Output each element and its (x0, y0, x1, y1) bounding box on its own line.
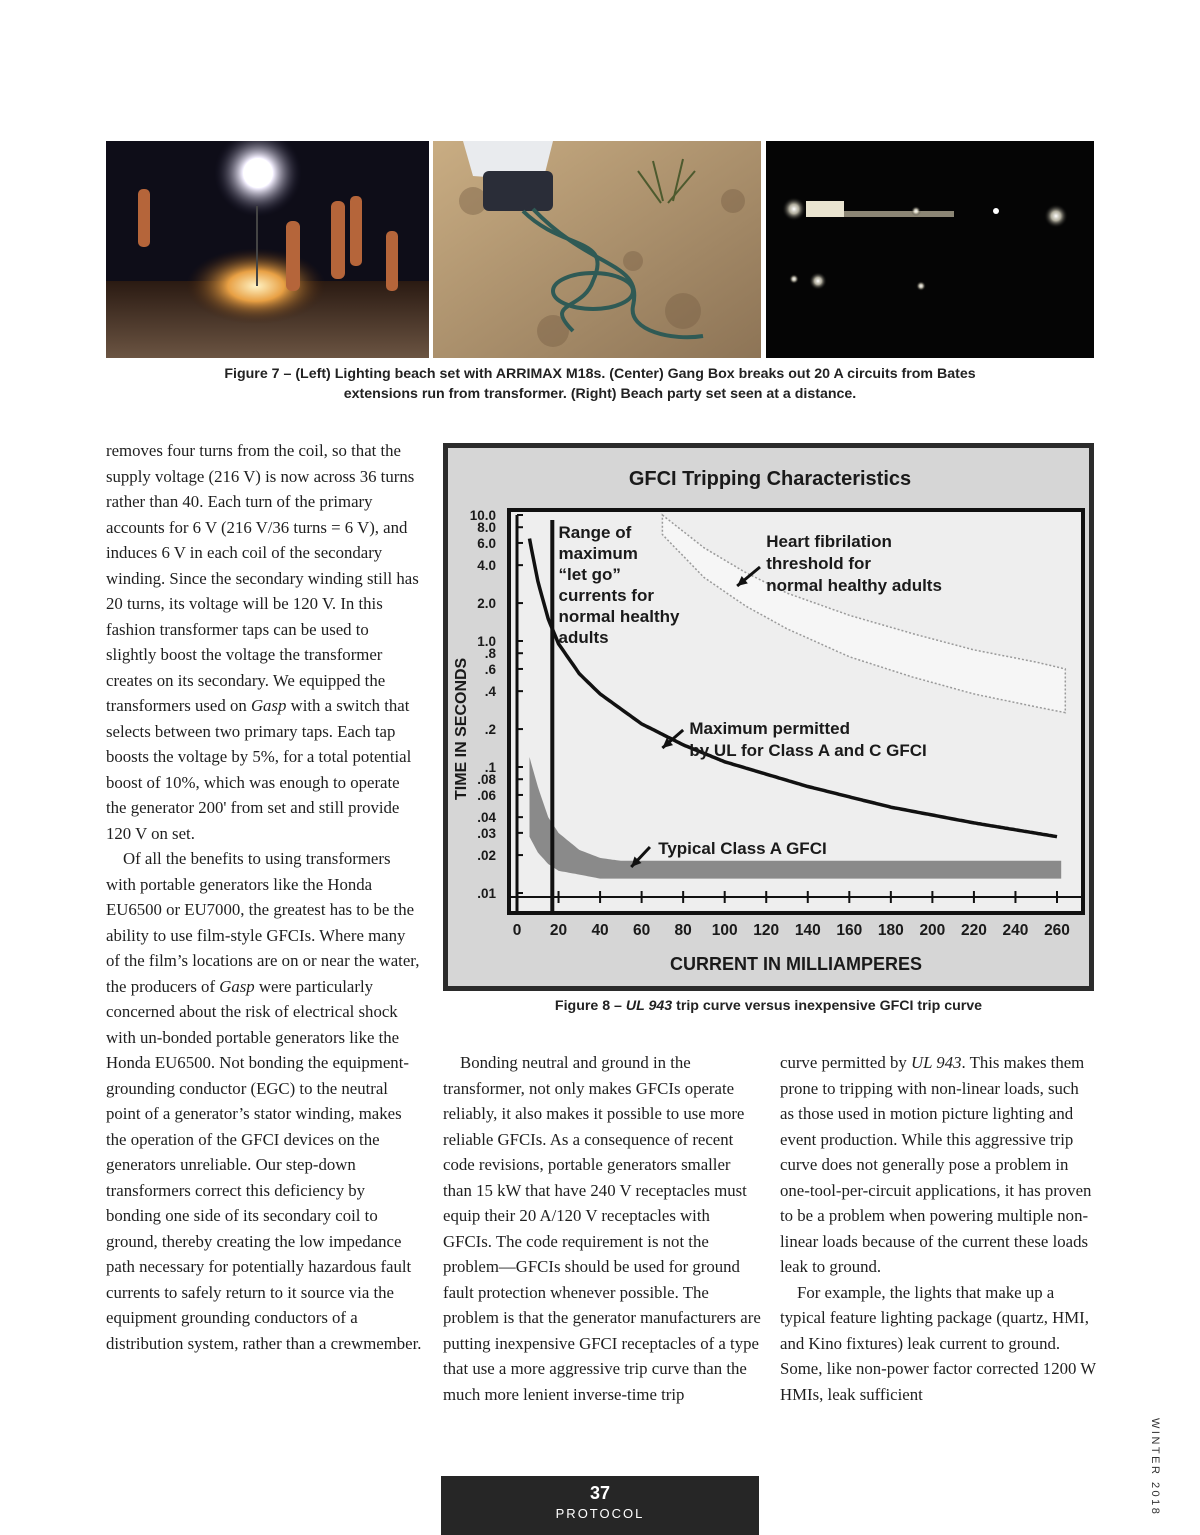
body-paragraph: Bonding neutral and ground in the transformer, not only makes GFCIs operate reliably, it also makes it possible to use more reliable GFCIs. As a consequence of recent code revisions, portable generators smaller than 15 kW that have 240 V receptacles must equip their 20 A/120 V receptacles with GFCIs. The code requirement is not the problem—GFCIs should be used for ground fault protection whenever possible. The problem is that the generator manufacturers are putting inexpensive GFCI receptacles of a type that use a more aggressive trip curve than the much more lenient inverse-time trip (443, 1053, 761, 1404)
let-go-annotation-line: maximum (558, 544, 638, 563)
x-tick-label: 40 (591, 922, 609, 939)
body-text: with a switch that selects between two primary taps. Each tap boosts the voltage by 5%, for a total potential boost of 10%, which was enough to operate the generator 200' from set and still provide 120 V on set. (106, 696, 412, 843)
y-tick-label: 10.0 (469, 508, 496, 523)
y-tick-label: .2 (484, 722, 496, 738)
body-text: Of all the benefits to using transformers with portable generators like the Honda EU6500 or EU7000, the greatest has to be the ability to use film-style GFCIs. Where many of the film’s locations are on or near the water, the producers of (106, 849, 420, 996)
body-text: removes four turns from the coil, so that the supply voltage (216 V) is now across 36 turns rather than 40. Each turn of the primary accounts for 6 V (216 V/36 turns = 6 V), and induces 6 V in each coil of the secondary winding. Since the secondary winding still has 20 turns, its voltage will be 120 V. In this fashion transformer taps can be used to slightly boost the voltage the transformer creates on its secondary. We equipped the transformers used on (106, 441, 419, 715)
x-tick-label: 0 (512, 922, 522, 939)
y-tick-label: .1 (484, 760, 496, 775)
y-tick-label: 1.0 (477, 634, 496, 649)
x-tick-label: 220 (960, 922, 987, 939)
let-go-annotation-line: normal healthy (558, 607, 680, 626)
body-column-right (780, 1050, 1096, 1407)
body-paragraph (106, 438, 422, 846)
x-tick-label: 200 (919, 922, 946, 939)
x-tick-label: 240 (1002, 922, 1029, 939)
heart-fibrilation-annotation-line: Heart fibrilation (766, 532, 892, 551)
y-tick-label: 8.0 (477, 520, 496, 536)
max-permitted-annotation-line: Maximum permitted (689, 719, 850, 738)
body-column-middle (443, 1050, 761, 1407)
body-text: . This makes them prone to tripping with non-linear loads, such as those used in motion picture lighting and event production. While this aggressive trip curve does not generally pose a problem in one-tool-per-circuit applications, it has proven to be a problem when powering multiple non-linear loads because of the current these loads leak to ground. (780, 1053, 1092, 1276)
x-axis-label: CURRENT IN MILLIAMPERES (670, 954, 922, 974)
y-tick-label: .08 (477, 772, 496, 788)
y-tick-label: .03 (477, 825, 496, 841)
x-tick-label: 20 (549, 922, 568, 939)
x-tick-label: 160 (836, 922, 863, 939)
x-tick-label: 260 (1044, 922, 1070, 939)
figure-7-caption-line-1: Figure 7 – (Left) Lighting beach set with ARRIMAX M18s. (Center) Gang Box breaks out 20 A circuits from Bates (224, 366, 976, 382)
x-tick-label: 100 (711, 922, 738, 939)
page-footer (441, 1476, 759, 1535)
gfci-tripping-chart (443, 443, 1094, 991)
x-tick-label: 180 (877, 922, 904, 939)
body-paragraph: For example, the lights that make up a typical feature lighting package (quartz, HMI, and Kino fixtures) leak current to ground. Some, like non-power factor corrected 1200 W HMIs, leak sufficient (780, 1282, 1096, 1404)
photo-gang-box (433, 141, 761, 358)
figure-8-caption (443, 996, 1094, 1016)
chart-title: GFCI Tripping Characteristics (628, 468, 912, 490)
page-number: 37 (589, 1483, 611, 1503)
body-column-left (106, 438, 422, 1356)
y-tick-label: 6.0 (477, 535, 496, 551)
let-go-annotation-line: adults (558, 628, 609, 647)
body-paragraph (106, 846, 422, 1356)
y-tick-label: .04 (477, 810, 496, 826)
y-tick-label: .02 (477, 848, 496, 864)
x-tick-label: 120 (753, 922, 780, 939)
issue-running-head: WINTER 2018 (1149, 1418, 1161, 1517)
y-tick-label: 4.0 (477, 558, 496, 574)
max-permitted-annotation-line: by UL for Class A and C GFCI (689, 741, 927, 760)
y-tick-label: 2.0 (477, 596, 496, 612)
y-tick-label: .8 (484, 646, 496, 662)
x-tick-label: 60 (632, 922, 651, 939)
photo-beach-lighting-set (106, 141, 429, 358)
x-tick-label: 140 (794, 922, 821, 939)
figure-7-caption (150, 364, 1050, 404)
publication-name: PROTOCOL (555, 1506, 645, 1521)
figure-8-caption-text: trip curve versus inexpensive GFCI trip curve (672, 998, 983, 1014)
typical-class-a-annotation: Typical Class A GFCI (658, 839, 827, 858)
y-tick-label: .6 (484, 661, 496, 677)
let-go-annotation-line: Range of (558, 523, 632, 542)
body-text: were particularly concerned about the risk of electrical shock with un-bonded portable generators like the Honda EU6500. Not bonding the equipment-grounding conductor (EGC) to the neutral point of a generator’s stator winding, makes the operation of the GFCI devices on the generators unreliable. Our step-down transformers correct this deficiency by bonding one side of its secondary coil to ground, thereby creating the low impedance path necessary for potentially hazardous fault currents to safely return to it source via the equipment grounding conductors of a distribution system, rather than a crewmember. (106, 976, 422, 1353)
y-tick-label: .4 (484, 684, 496, 700)
let-go-annotation-line: currents for (558, 586, 654, 605)
publication-title: Gasp (250, 696, 287, 715)
x-tick-label: 80 (674, 922, 692, 939)
y-tick-label: .06 (477, 787, 496, 803)
photo-beach-party-distance (766, 141, 1094, 358)
standard-reference: UL 943 (910, 1053, 962, 1072)
publication-title: Gasp (219, 976, 255, 996)
heart-fibrilation-annotation-line: normal healthy adults (766, 576, 942, 595)
heart-fibrilation-annotation-line: threshold for (766, 554, 872, 573)
figure-8-caption-prefix: Figure 8 – (554, 998, 626, 1014)
let-go-annotation-line: “let go” (558, 565, 621, 584)
body-paragraph (780, 1050, 1096, 1280)
y-tick-label: .01 (477, 886, 496, 901)
figure-7-caption-line-2: extensions run from transformer. (Right) Beach party set seen at a distance. (343, 386, 857, 402)
figure-8-caption-standard: UL 943 (625, 998, 673, 1014)
gfci-chart-svg (443, 443, 1094, 991)
y-axis-label: TIME IN SECONDS (453, 657, 470, 800)
body-text: curve permitted by (780, 1053, 911, 1072)
